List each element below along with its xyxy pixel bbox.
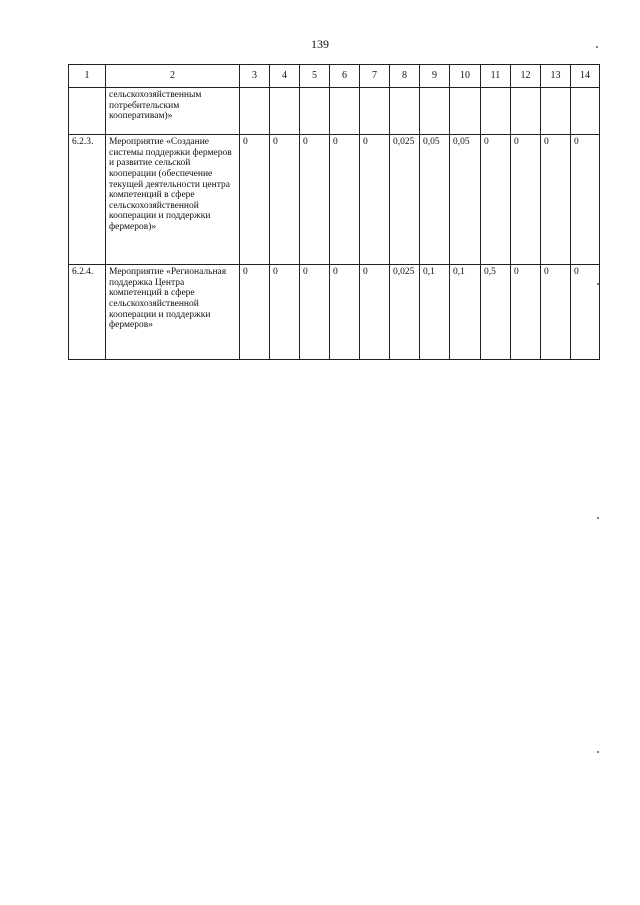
value-cell xyxy=(390,88,420,135)
value-cell xyxy=(330,88,360,135)
value-cell xyxy=(240,88,270,135)
column-header: 13 xyxy=(541,65,571,88)
value-cell: 0,05 xyxy=(420,135,450,265)
value-cell: 0 xyxy=(481,135,511,265)
scan-speck xyxy=(596,46,598,48)
column-header: 11 xyxy=(481,65,511,88)
value-cell: 0 xyxy=(360,265,390,360)
value-cell: 0 xyxy=(511,135,541,265)
value-cell: 0 xyxy=(270,265,300,360)
column-header: 12 xyxy=(511,65,541,88)
value-cell xyxy=(541,88,571,135)
value-cell: 0 xyxy=(240,265,270,360)
table-row xyxy=(69,265,600,360)
value-cell xyxy=(571,88,600,135)
value-cell xyxy=(270,88,300,135)
scan-speck xyxy=(597,751,599,753)
column-header: 5 xyxy=(300,65,330,88)
header-row xyxy=(69,65,600,88)
row-code: 6.2.3. xyxy=(69,135,106,265)
value-cell: 0 xyxy=(571,265,600,360)
value-cell: 0,025 xyxy=(390,265,420,360)
value-cell: 0 xyxy=(330,265,360,360)
value-cell xyxy=(420,88,450,135)
value-cell: 0,1 xyxy=(450,265,481,360)
row-code: 6.2.4. xyxy=(69,265,106,360)
value-cell xyxy=(360,88,390,135)
column-header: 6 xyxy=(330,65,360,88)
value-cell: 0,025 xyxy=(390,135,420,265)
column-header: 8 xyxy=(390,65,420,88)
value-cell: 0 xyxy=(571,135,600,265)
column-header: 4 xyxy=(270,65,300,88)
row-name: Мероприятие «Создание системы поддержки фермеров и развитие сельской кооперации (обеспечение текущей деятельности центра компетенций в сфере сельскохозяйственной кооперации и поддержки фермеров)» xyxy=(106,135,240,265)
value-cell: 0 xyxy=(240,135,270,265)
value-cell: 0 xyxy=(270,135,300,265)
value-cell xyxy=(511,88,541,135)
column-header: 2 xyxy=(106,65,240,88)
value-cell xyxy=(481,88,511,135)
value-cell: 0 xyxy=(330,135,360,265)
value-cell: 0,05 xyxy=(450,135,481,265)
value-cell xyxy=(450,88,481,135)
value-cell: 0,1 xyxy=(420,265,450,360)
column-header: 1 xyxy=(69,65,106,88)
column-header: 14 xyxy=(571,65,600,88)
column-header: 7 xyxy=(360,65,390,88)
table-row xyxy=(69,88,600,135)
row-code xyxy=(69,88,106,135)
value-cell: 0 xyxy=(541,265,571,360)
data-table xyxy=(68,64,600,360)
row-name: Мероприятие «Региональная поддержка Центра компетенций в сфере сельскохозяйственной кооперации и поддержки фермеров» xyxy=(106,265,240,360)
value-cell: 0,5 xyxy=(481,265,511,360)
value-cell xyxy=(300,88,330,135)
row-name: сельскохозяйственным потребительским кооперативам)» xyxy=(106,88,240,135)
value-cell: 0 xyxy=(511,265,541,360)
page-number: 139 xyxy=(311,37,329,51)
scan-speck xyxy=(597,283,599,285)
column-header: 9 xyxy=(420,65,450,88)
value-cell: 0 xyxy=(360,135,390,265)
value-cell: 0 xyxy=(300,265,330,360)
value-cell: 0 xyxy=(300,135,330,265)
column-header: 10 xyxy=(450,65,481,88)
scan-speck xyxy=(597,517,599,519)
column-header: 3 xyxy=(240,65,270,88)
value-cell: 0 xyxy=(541,135,571,265)
table-row xyxy=(69,135,600,265)
